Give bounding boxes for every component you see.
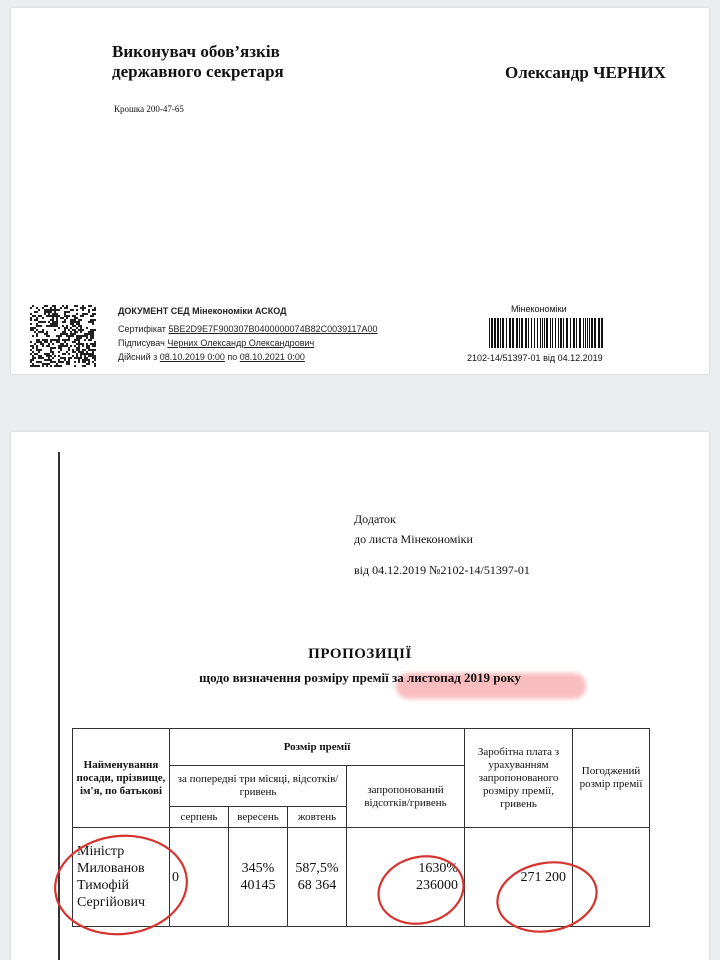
header-proposed: запропонований відсотків/гривень [347, 766, 465, 828]
signer-value: Черних Олександр Олександрович [167, 338, 315, 348]
cell-salary: 271 200 [465, 828, 573, 927]
valid-from: 08.10.2019 0:00 [159, 352, 225, 362]
proposed-percent: 1630% [418, 861, 458, 876]
annex-letter-ref: до листа Мінекономіки [354, 532, 473, 546]
name-line-2: Милованов [77, 861, 145, 876]
signatory-name: Олександр ЧЕРНИХ [505, 63, 666, 82]
cell-august: 0 [170, 828, 229, 927]
cell-september [229, 828, 288, 927]
position-title-line2: державного секретаря [112, 62, 284, 81]
cell-proposed [347, 828, 465, 927]
cell-october [288, 828, 347, 927]
valid-from-label: Дійсний з [118, 352, 158, 362]
proposals-title: ПРОПОЗИЦІЇ [308, 646, 412, 662]
certificate-label: Сертифікат [118, 324, 166, 334]
certificate-value: 5BE2D9E7F900307B0400000074B82C0039117A00 [168, 324, 378, 334]
header-approved: Погоджений розмір премії [573, 729, 650, 828]
signer-label: Підписувач [118, 338, 165, 348]
barcode-icon [489, 318, 607, 348]
header-position: Найменування посади, прізвище, ім'я, по батькові [73, 729, 170, 828]
header-month-august: серпень [170, 807, 229, 828]
edms-heading: ДОКУМЕНТ СЕД Мінекономіки АСКОД [118, 306, 287, 316]
executor-phone: Крошка 200-47-65 [114, 104, 184, 114]
october-percent: 587,5% [295, 861, 339, 876]
annex-header [354, 509, 473, 549]
header-salary: Заробітна плата з урахуванням запропонованого розміру премії, гривень [465, 729, 573, 828]
valid-to-label: по [227, 352, 238, 362]
scan-edge-line [58, 452, 60, 960]
annex-date-line: від 04.12.2019 №2102-14/51397-01 [354, 563, 530, 577]
barcode-org-label: Мінекономіки [511, 304, 567, 314]
header-prev-months: за попередні три місяці, відсотків/гривень [170, 766, 347, 807]
edms-signature-block [118, 304, 377, 364]
cell-approved [573, 828, 650, 927]
bonus-table [72, 728, 650, 927]
qr-code-icon [30, 305, 96, 367]
position-title-line1: Виконувач обов’язків [112, 42, 280, 61]
proposed-amount: 236000 [416, 878, 458, 893]
registration-number: 2102-14/51397-01 від 04.12.2019 [467, 353, 603, 363]
header-month-september: вересень [229, 807, 288, 828]
header-bonus-size: Розмір премії [170, 729, 465, 766]
proposals-subtitle: щодо визначення розміру премії за листопад 2019 року [199, 670, 521, 685]
valid-to: 08.10.2021 0:00 [239, 352, 305, 362]
annex-page [11, 432, 709, 960]
cell-name [73, 828, 170, 927]
name-line-4: Сергійович [77, 895, 145, 910]
october-amount: 68 364 [297, 878, 337, 893]
name-line-1: Міністр [77, 844, 125, 859]
header-month-october: жовтень [288, 807, 347, 828]
name-line-3: Тимофій [77, 878, 130, 893]
annex-label: Додаток [354, 512, 396, 526]
position-title [112, 42, 342, 82]
table-row [73, 828, 650, 927]
september-amount: 40145 [240, 878, 276, 893]
september-percent: 345% [241, 861, 275, 876]
letter-signature-page [11, 8, 709, 374]
